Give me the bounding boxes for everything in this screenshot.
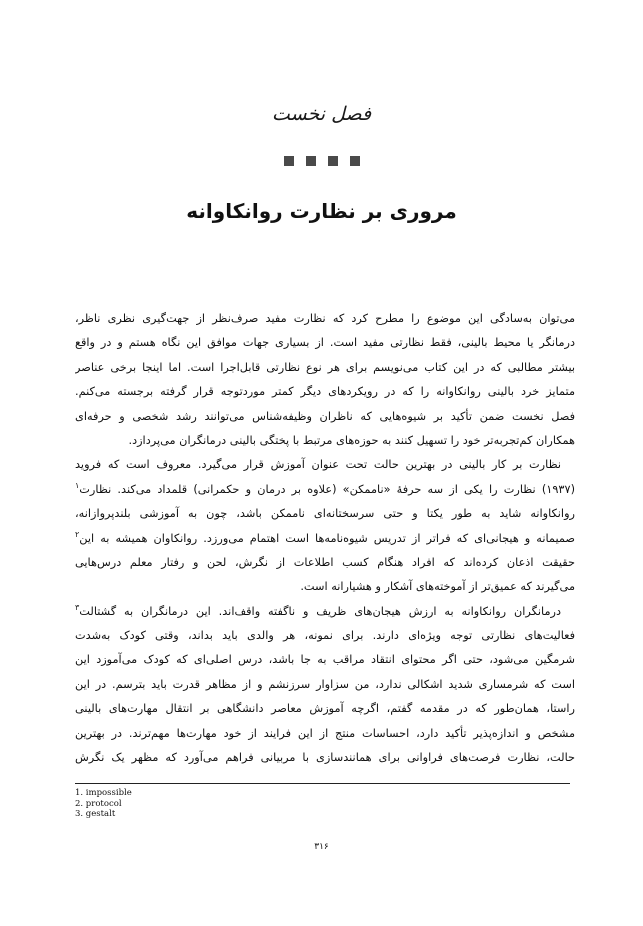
body-line-with-footnote <box>75 478 575 502</box>
body-line-text: درمانگران روانکاوانه به ارزش هیجان‌های ظریف و ناگفته واقف‌اند. این درمانگران به گشتالت <box>79 604 561 618</box>
body-line-text: (۱۹۳۷) نظارت را یکی از سه حرفهٔ «ناممکن» (علاوه بر درمان و حکمرانی) قلمداد می‌کند. نظارت <box>79 482 575 496</box>
chapter-label: فصل نخست <box>271 103 372 125</box>
ornament-square <box>306 156 316 166</box>
footnote-marker: ۳ <box>75 602 80 612</box>
body-line: مشخص و اندازه‌پذیر تأکید دارد، احساسات منتج از این فرایند از خود مهارت‌ها مهم‌ترند. در بهترین <box>75 726 575 740</box>
body-line: شرمگین می‌شود، حتی اگر محتوای انتقاد مراقب به جا باشد، درس اصلی‌ای که کودک می‌آموزد این <box>75 653 575 667</box>
body-line: حالت، نظارت فرصت‌های فراوانی برای همانندسازی با مربیانی فراهم می‌آورد که مظهر یک نگرش <box>75 751 575 765</box>
body-line: نظارت بر کار بالینی در بهترین حالت تحت عنوان آموزش قرار می‌گیرد. معروف است که فروید <box>75 458 561 472</box>
ornament-square <box>284 156 294 166</box>
body-line: فعالیت‌های نظارتی توجه ویژه‌ای دارند. برای نمونه، هر والدی باید بداند، وقتی کودک به‌شدت <box>75 629 575 643</box>
body-line: همکاران کم‌تجربه‌تر خود را تسهیل کنند به حوزه‌های مرتبط با پختگی بالینی درمانگران می‌پردازد. <box>128 433 575 447</box>
body-text <box>75 307 575 770</box>
chapter-title: مروری بر نظارت روانکاوانه <box>186 199 457 223</box>
body-line-with-footnote <box>75 600 575 624</box>
body-line: راستا، همان‌طور که در مقدمه گفتم، اگرچه آموزش معاصر دانشگاهی بر انتقال مهارت‌های بالینی <box>75 702 575 716</box>
ornament-square <box>328 156 338 166</box>
ornament-divider <box>0 156 643 166</box>
footnote-item: 1. impossible <box>75 788 132 798</box>
body-line-with-footnote <box>75 527 575 551</box>
body-line: بیشتر مطالبی که در این کتاب می‌نویسم برای هر نوع نظارتی قابل‌اجرا است. اما اینجا برخی عناصر <box>75 360 575 374</box>
body-line: متمایز خرد بالینی روانکاوانه را که در رویکردهای دیگر کمتر موردتوجه قرار گرفته برجسته می‌کنم. <box>75 385 575 399</box>
ornament-square <box>350 156 360 166</box>
footnote-rule <box>75 783 570 784</box>
body-line: می‌توان به‌سادگی این موضوع را مطرح کرد که نظارت مفید صرف‌نظر از جهت‌گیری نظری ناظر، <box>75 312 575 325</box>
body-line: است که شرمساری شدید اشکالی ندارد، من سزاوار سرزنشم و از مظاهر قدرت باید بترسم. در این <box>75 677 575 691</box>
body-line: فصل نخست ضمن تأکید بر شیوه‌هایی که ناظران وظیفه‌شناس می‌توانند رشد شخصی و حرفه‌ای <box>75 409 575 423</box>
body-line: حقیقت اذعان کرده‌اند که افراد هنگام کسب اطلاعات از نگرش، لحن و رفتار معلم درس‌هایی <box>75 555 575 569</box>
footnote-marker: ۱ <box>75 480 80 490</box>
footnote-item: 3. gestalt <box>75 809 116 819</box>
body-line-text: صمیمانه و هیجانی‌ای که فراتر از تدریس شیوه‌نامه‌ها است اهتمام می‌ورزد. روانکاوان همیشه به این <box>79 531 575 545</box>
body-line: روانکاوانه شاید به طور یکتا و حتی سرسختانه‌ای ناممکن باشد، چون به آموزشی بلندپروازانه، <box>75 507 575 521</box>
page-number: ۳۱۶ <box>314 842 329 852</box>
footnote-item: 2. protocol <box>75 798 122 809</box>
body-line: می‌گیرند که عمیق‌تر از آموخته‌های آشکار و هشیارانه است. <box>300 580 575 594</box>
body-line: درمانگر یا محیط بالینی، فقط نظارتی مفید است. از بسیاری جهات موافق این نگاه هستم و در واقع <box>75 336 575 350</box>
footnote-marker: ۲ <box>75 529 80 539</box>
footnotes <box>75 788 375 820</box>
